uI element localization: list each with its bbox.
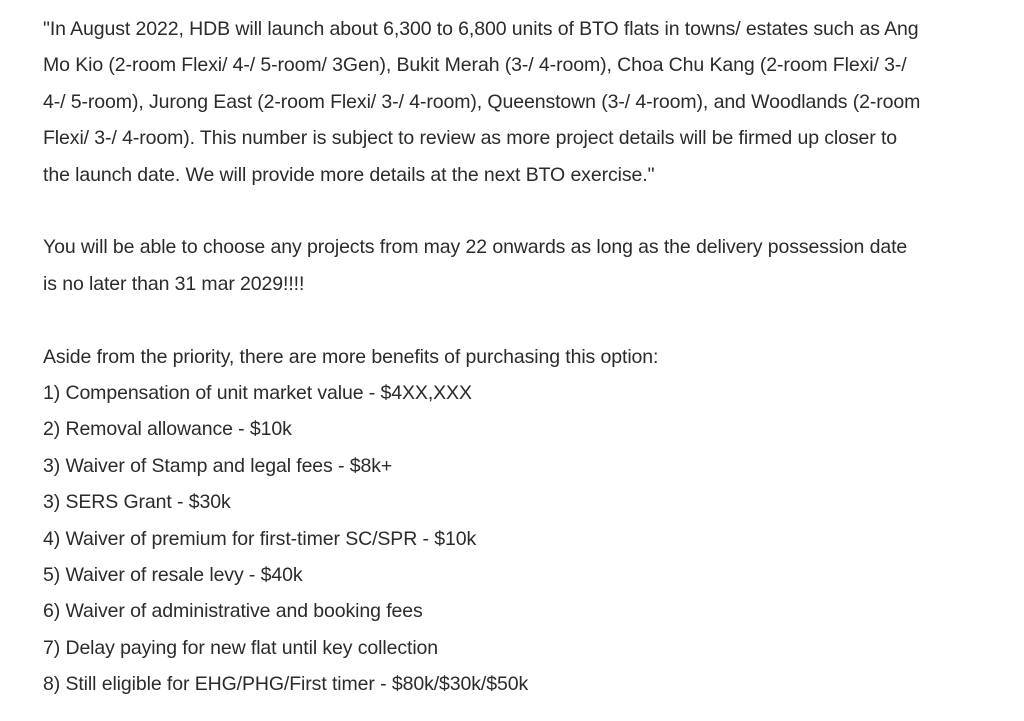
list-item: 1) Compensation of unit market value - $4XX,XXX bbox=[43, 382, 472, 405]
list-item: 8) Still eligible for EHG/PHG/First timer - $80k/$30k/$50k bbox=[43, 673, 529, 696]
quote-line: Mo Kio (2-room Flexi/ 4-/ 5-room/ 3Gen), Bukit Merah (3-/ 4-room), Choa Chu Kang (2-room Flexi/ 3-/ bbox=[43, 54, 907, 77]
list-item: 6) Waiver of administrative and booking fees bbox=[43, 600, 423, 623]
quote-line: Flexi/ 3-/ 4-room). This number is subject to review as more project details will be firmed up closer to bbox=[43, 127, 898, 150]
list-item: 3) Waiver of Stamp and legal fees - $8k+ bbox=[43, 454, 393, 477]
list-item: 5) Waiver of resale levy - $40k bbox=[43, 564, 303, 587]
paragraph-spacer bbox=[43, 302, 1013, 338]
list-item: 3) SERS Grant - $30k bbox=[43, 491, 231, 514]
benefits-intro: Aside from the priority, there are more benefits of purchasing this option: bbox=[43, 345, 659, 368]
quote-line: "In August 2022, HDB will launch about 6,300 to 6,800 units of BTO flats in towns/ estates such as Ang bbox=[43, 18, 919, 40]
quote-paragraph bbox=[43, 11, 1013, 193]
paragraph-spacer bbox=[43, 193, 1013, 229]
projects-line: You will be able to choose any projects from may 22 onwards as long as the delivery possession date bbox=[43, 236, 908, 259]
list-item: 7) Delay paying for new flat until key collection bbox=[43, 636, 439, 659]
projects-line: is no later than 31 mar 2029!!!! bbox=[43, 272, 305, 295]
list-item: 2) Removal allowance - $10k bbox=[43, 418, 292, 441]
projects-paragraph bbox=[43, 229, 1013, 302]
benefits-list bbox=[43, 375, 1013, 703]
list-item: 4) Waiver of premium for first-timer SC/SPR - $10k bbox=[43, 527, 477, 550]
benefits-section bbox=[43, 339, 1013, 703]
quote-line: the launch date. We will provide more details at the next BTO exercise." bbox=[43, 163, 655, 186]
quote-line: 4-/ 5-room), Jurong East (2-room Flexi/ 3-/ 4-room), Queenstown (3-/ 4-room), and Woodlands (2-room bbox=[43, 90, 921, 113]
document-body bbox=[43, 11, 1013, 703]
